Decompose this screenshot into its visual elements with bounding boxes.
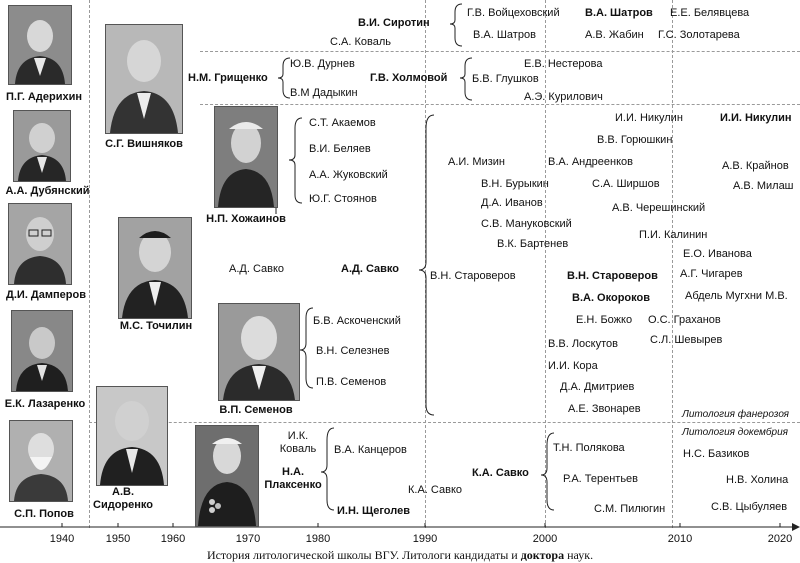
name-ivanova: Е.О. Иванова <box>683 248 752 260</box>
tick-label: 1970 <box>235 533 261 545</box>
name-nikulin: И.И. Никулин <box>615 112 683 124</box>
name-goryushkin: В.В. Горюшкин <box>597 134 673 146</box>
name-pilyugin: С.М. Пилюгин <box>594 503 666 515</box>
name-nesterova: Е.В. Нестерова <box>524 58 603 70</box>
name-akaemov: С.Т. Акаемов <box>309 117 376 129</box>
portrait-dubyansky <box>13 110 71 182</box>
tick-label: 2010 <box>667 533 693 545</box>
name-belyaev: В.И. Беляев <box>309 143 371 155</box>
name-koval-ik-line1: И.К. <box>287 430 309 442</box>
name-milash: А.В. Милаш <box>733 180 794 192</box>
founder-popov: С.П. Попов <box>14 508 74 520</box>
portrait-vishnyakov <box>105 24 183 134</box>
founder-semenov: В.П. Семенов <box>219 404 293 416</box>
name-andreenkov: В.А. Андреенков <box>548 156 633 168</box>
name-loskutov: В.В. Лоскутов <box>548 338 618 350</box>
name-zhukovsky: А.А. Жуковский <box>309 169 388 181</box>
name-kraynov: А.В. Крайнов <box>722 160 789 172</box>
founder-vishnyakov: С.Г. Вишняков <box>105 138 183 150</box>
portrait-aderikhin <box>8 5 72 85</box>
name-seleznev: В.Н. Селезнев <box>316 345 390 357</box>
portrait-plaksenko <box>195 425 259 527</box>
name-savko-ka-doctor: К.А. Савко <box>472 467 529 479</box>
zone-precambrian: Литология докембрия <box>682 427 788 438</box>
caption-bold: доктора <box>520 548 565 562</box>
portrait-semenov <box>218 303 300 401</box>
portrait-lazarenko <box>11 310 73 392</box>
name-starovero: В.Н. Староверов <box>430 270 516 282</box>
founder-sidorenko: А.В. Сидоренко <box>93 486 153 511</box>
name-savko-ad: А.Д. Савко <box>229 263 285 275</box>
caption-end: наук. <box>567 548 594 562</box>
name-burykin: В.Н. Бурыкин <box>481 178 549 190</box>
founder-shchegolev: И.Н. Щеголев <box>337 505 410 517</box>
name-dmitriev: Д.А. Дмитриев <box>560 381 635 393</box>
name-askochensky: Б.В. Аскоченский <box>313 315 401 327</box>
name-kora: И.И. Кора <box>548 360 598 372</box>
name-kantserov: В.А. Канцеров <box>334 444 407 456</box>
portrait-popov <box>9 420 73 502</box>
name-kurilovich: А.Э. Курилович <box>524 91 603 103</box>
founder-aderikhin: П.Г. Адерихин <box>6 91 82 103</box>
name-shatrov: В.А. Шатров <box>473 29 536 41</box>
name-polyakova: Т.Н. Полякова <box>553 442 625 454</box>
name-kholina: Н.В. Холина <box>726 474 789 486</box>
name-voytsekhovsky: Г.В. Войцеховский <box>467 7 560 19</box>
founder-lazarenko: Е.К. Лазаренко <box>4 398 86 410</box>
name-dadykin: В.М Дадыкин <box>290 87 358 99</box>
tick-label: 1960 <box>160 533 186 545</box>
tick-label: 2000 <box>532 533 558 545</box>
founder-plaksenko: Н.А. Плаксенко <box>264 466 322 491</box>
name-okorokov: В.А. Окороков <box>572 292 650 304</box>
name-bartenev: В.К. Бартенев <box>497 238 569 250</box>
name-shatrov-doctor: В.А. Шатров <box>585 7 653 19</box>
name-zhabin: А.В. Жабин <box>585 29 644 41</box>
name-kholmovoy: Г.В. Холмовой <box>370 72 448 84</box>
portrait-tochilin <box>118 217 192 319</box>
name-bazikov: Н.С. Базиков <box>683 448 750 460</box>
tick-label: 1990 <box>412 533 438 545</box>
name-chereshinsky: А.В. Черешинский <box>612 202 706 214</box>
tick-label: 1980 <box>305 533 331 545</box>
name-grakhanov: О.С. Граханов <box>648 314 721 326</box>
name-manukovsky: С.В. Мануковский <box>481 218 572 230</box>
name-zolotareva: Г.С. Золотарева <box>658 29 740 41</box>
portrait-sidorenko <box>96 386 168 486</box>
name-sirotin: В.И. Сиротин <box>358 17 430 29</box>
name-chigarev: А.Г. Чигарев <box>680 268 743 280</box>
caption-text: История литологической школы ВГУ. Литологи кандидаты и <box>206 548 518 562</box>
name-koval-ik-line2: Коваль <box>279 443 317 455</box>
founder-dubyansky: А.А. Дубянский <box>5 185 90 197</box>
name-mizin: А.И. Мизин <box>448 156 505 168</box>
name-terentiev: Р.А. Терентьев <box>563 473 639 485</box>
portrait-damperov <box>8 203 72 285</box>
tick-label: 1950 <box>105 533 131 545</box>
name-tsybulyaev: С.В. Цыбуляев <box>711 501 788 513</box>
name-zvonarev: А.Е. Звонарев <box>568 403 641 415</box>
name-kalinin: П.И. Калинин <box>639 229 708 241</box>
name-starovero-doctor: В.Н. Староверов <box>567 270 658 282</box>
name-bozhko: Е.Н. Божко <box>576 314 633 326</box>
name-shirshov: С.А. Ширшов <box>592 178 660 190</box>
name-nikulin-doctor: И.И. Никулин <box>720 112 792 124</box>
founder-khozhainov: Н.П. Хожаинов <box>206 213 286 225</box>
name-durnev: Ю.В. Дурнев <box>290 58 355 70</box>
name-savko-ka: К.А. Савко <box>408 484 462 496</box>
tick-label: 1940 <box>49 533 75 545</box>
name-glushkov: Б.В. Глушков <box>472 73 539 85</box>
name-stoyanov: Ю.Г. Стоянов <box>309 193 377 205</box>
figure-caption <box>0 548 800 563</box>
name-koval-sa: С.А. Коваль <box>330 36 391 48</box>
name-ivanov: Д.А. Иванов <box>481 197 543 209</box>
name-semenov-pv: П.В. Семенов <box>316 376 387 388</box>
name-savko-ad-doctor: А.Д. Савко <box>341 263 399 275</box>
name-belyavtseva: Е.Е. Белявцева <box>670 7 750 19</box>
tick-label: 2020 <box>767 533 793 545</box>
zone-phanerozoic: Литология фанерозоя <box>682 409 790 420</box>
founder-tochilin: М.С. Точилин <box>119 320 193 332</box>
founder-damperov: Д.И. Дамперов <box>6 289 86 301</box>
time-axis <box>0 520 800 534</box>
portrait-khozhainov <box>214 106 278 208</box>
name-grishchenko: Н.М. Грищенко <box>188 72 268 84</box>
name-shevyrev: С.Л. Шевырев <box>650 334 723 346</box>
name-abdel: Абдель Мугхни М.В. <box>685 290 788 302</box>
